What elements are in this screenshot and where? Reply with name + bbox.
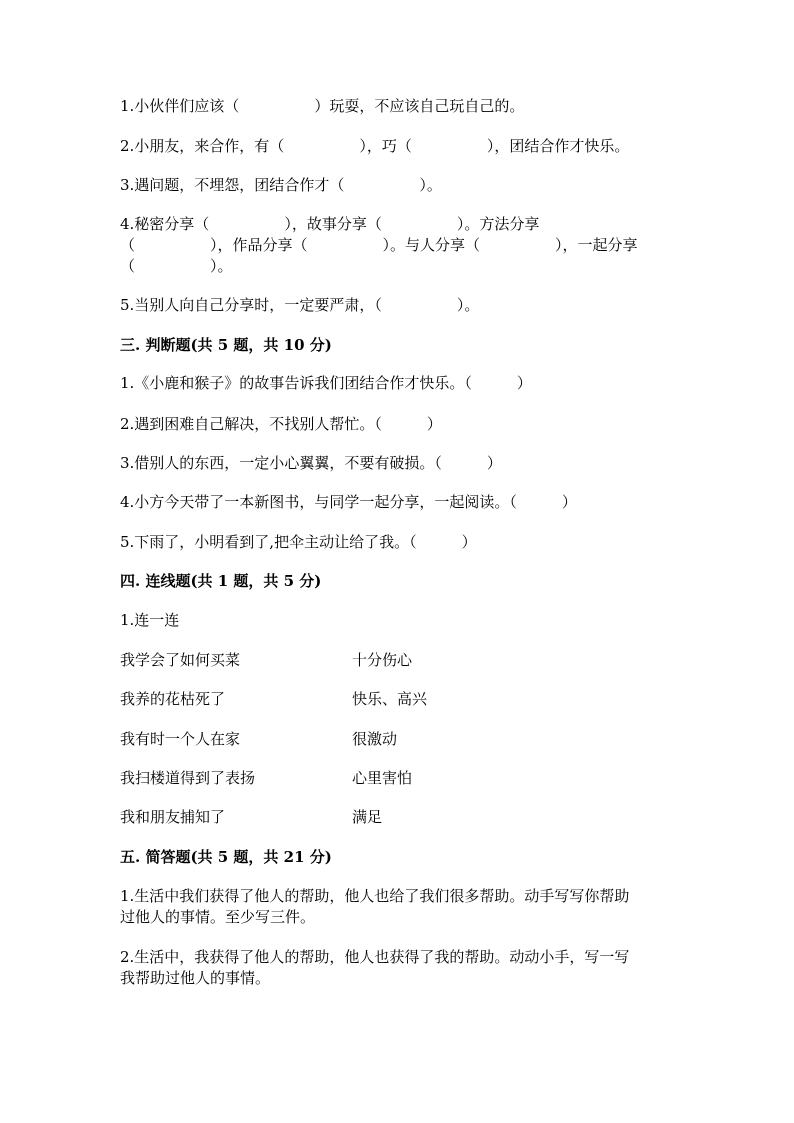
short-answer-q1-line1: 1.生活中我们获得了他人的帮助，他人也给了我们很多帮助。动手写写你帮助 — [120, 887, 630, 905]
fill-blank-q4-line1: 4.秘密分享（ ），故事分享（ ）。方法分享 — [120, 215, 540, 233]
match-right-item: 十分伤心 — [352, 651, 413, 669]
judge-item-4: 4.小方今天带了一本新图书，与同学一起分享，一起阅读。（ ） — [120, 493, 577, 511]
match-right-item: 很激动 — [352, 730, 398, 748]
judge-item-5: 5.下雨了，小明看到了,把伞主动让给了我。（ ） — [120, 533, 477, 551]
fill-blank-q3: 3.遇问题，不埋怨，团结合作才（ ）。 — [120, 176, 442, 194]
match-prompt: 1.连一连 — [120, 611, 180, 629]
match-left-item: 我扫楼道得到了表扬 — [120, 769, 256, 787]
judge-item-1: 1.《小鹿和猴子》的故事告诉我们团结合作才快乐。（ ） — [120, 374, 532, 392]
match-right-item: 快乐、高兴 — [352, 690, 428, 708]
short-answer-q2-line2: 我帮助过他人的事情。 — [120, 969, 271, 987]
short-answer-q2-line1: 2.生活中，我获得了他人的帮助，他人也获得了我的帮助。动动小手，写一写 — [120, 948, 630, 966]
short-answer-heading: 五. 简答题(共 5 题，共 21 分) — [120, 848, 332, 866]
match-left-item: 我和朋友捕知了 — [120, 808, 226, 826]
judge-item-3: 3.借别人的东西，一定小心翼翼，不要有破损。（ ） — [120, 454, 502, 472]
match-left-item: 我有时一个人在家 — [120, 730, 241, 748]
fill-blank-q5: 5.当别人向自己分享时，一定要严肃，（ ）。 — [120, 296, 480, 314]
fill-blank-q4-line2: （ ），作品分享（ ）。与人分享（ ），一起分享 — [120, 236, 638, 254]
judge-heading: 三. 判断题(共 5 题，共 10 分) — [120, 336, 332, 354]
fill-blank-q4-line3: （ ）。 — [120, 257, 233, 275]
short-answer-q1-line2: 过他人的事情。至少写三件。 — [120, 908, 316, 926]
fill-blank-q1: 1.小伙伴们应该（ ）玩耍，不应该自己玩自己的。 — [120, 97, 525, 115]
match-right-item: 心里害怕 — [352, 769, 413, 787]
fill-blank-q2: 2.小朋友，来合作，有（ ），巧（ ），团结合作才快乐。 — [120, 137, 630, 155]
judge-item-2: 2.遇到困难自己解决，不找别人帮忙。（ ） — [120, 415, 442, 433]
match-right-item: 满足 — [352, 808, 383, 826]
match-left-item: 我养的花枯死了 — [120, 690, 226, 708]
match-left-item: 我学会了如何买菜 — [120, 651, 241, 669]
match-heading: 四. 连线题(共 1 题，共 5 分) — [120, 572, 322, 590]
